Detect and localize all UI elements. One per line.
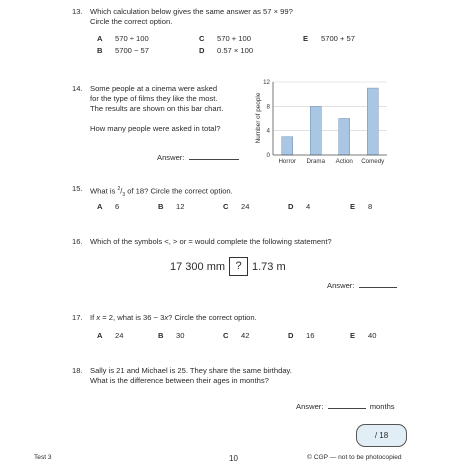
- chart-ytick-label: 4: [266, 127, 270, 135]
- q17-text: [90, 313, 257, 323]
- q18-number: 18.: [72, 366, 83, 375]
- q17-option-c-text[interactable]: 42: [241, 331, 250, 340]
- q13-option-a-text[interactable]: 570 ÷ 100: [115, 34, 149, 43]
- q13-option-a-letter: A: [97, 34, 103, 43]
- q14-answer-label: Answer:: [157, 153, 185, 162]
- q17-text-post: ? Circle the correct option.: [168, 313, 257, 322]
- q16-answer: [327, 279, 397, 291]
- q15-option-c-text[interactable]: 24: [241, 202, 250, 211]
- q13-number: 13.: [72, 7, 83, 16]
- q18-text-line1: Sally is 21 and Michael is 25. They share the same birthday.: [90, 366, 292, 375]
- q13-option-b-text[interactable]: 5700 − 57: [115, 46, 149, 55]
- chart-xtick-label: Action: [335, 158, 353, 165]
- q15-option-d-text[interactable]: 4: [306, 202, 311, 211]
- cinema-bar-chart: [252, 72, 392, 168]
- q17-option-d-text[interactable]: 16: [306, 331, 315, 340]
- q15-option-b-text[interactable]: 12: [176, 202, 185, 211]
- chart-bars: [282, 88, 379, 155]
- q17-option-a-letter: A: [97, 331, 103, 340]
- q16-left-value: 17 300 mm: [170, 261, 226, 273]
- chart-xtick-label: Horror: [278, 158, 297, 165]
- chart-xtick-label: Drama: [306, 158, 326, 165]
- q14-answer: [157, 151, 239, 163]
- q15-text-post: of 18? Circle the correct option.: [125, 186, 233, 196]
- q17-var-x1: x: [96, 313, 101, 322]
- q18-text-line2: What is the difference between their ages in months?: [90, 376, 269, 385]
- q15-option-d-letter: D: [288, 202, 294, 211]
- q14-answer-line[interactable]: [189, 151, 239, 160]
- q13-text-line1: Which calculation below gives the same answer as 57 × 99?: [90, 7, 293, 16]
- chart-xtick-label: Comedy: [361, 158, 385, 165]
- q17-var-x2: x: [164, 313, 169, 322]
- q15-option-a-letter: A: [97, 202, 103, 211]
- chart-bar-action: [339, 119, 350, 156]
- q13-option-d-letter: D: [199, 46, 205, 55]
- q17-option-b-letter: B: [158, 331, 164, 340]
- q16-symbol-box[interactable]: ?: [229, 257, 248, 276]
- q15-option-a-text[interactable]: 6: [115, 202, 120, 211]
- chart-ytick-label: 0: [266, 152, 270, 159]
- chart-xticks: [278, 158, 385, 165]
- q15-text-pre: What is: [90, 186, 118, 196]
- q14-text-line1: Some people at a cinema were asked: [90, 84, 218, 93]
- q17-option-e-text[interactable]: 40: [368, 331, 377, 340]
- q15-text: What is $^2/_3$ of 18? Circle the correct option.: [90, 186, 233, 199]
- chart-bar-drama: [310, 106, 321, 155]
- q15-option-b-letter: B: [158, 202, 164, 211]
- q17-text-pre: If: [90, 313, 97, 322]
- q17-number: 17.: [72, 313, 83, 322]
- chart-ylabel: Number of people: [255, 92, 262, 144]
- q14-text-line3: The results are shown on this bar chart.: [90, 104, 224, 113]
- q16-answer-label: Answer:: [327, 281, 355, 290]
- score-box: / 18: [356, 424, 407, 447]
- q15-frac-den: 3: [122, 192, 126, 199]
- footer-page-number: 10: [229, 454, 238, 463]
- q16-number: 16.: [72, 237, 83, 246]
- q14-number: 14.: [72, 84, 83, 93]
- q13-option-d-text[interactable]: 0.57 × 100: [217, 46, 254, 55]
- q13-text-line2: Circle the correct option.: [90, 17, 173, 26]
- q17-option-d-letter: D: [288, 331, 294, 340]
- chart-bar-comedy: [367, 88, 378, 155]
- q16-text: Which of the symbols <, > or = would complete the following statement?: [90, 237, 332, 246]
- q15-number: 15.: [72, 184, 83, 193]
- q15-option-e-letter: E: [350, 202, 356, 211]
- q17-option-c-letter: C: [223, 331, 229, 340]
- q15-option-e-text[interactable]: 8: [368, 202, 373, 211]
- q16-right-value: 1.73 m: [252, 261, 286, 273]
- q18-answer: [296, 400, 395, 412]
- q18-answer-line[interactable]: [328, 400, 366, 409]
- q18-answer-unit: months: [369, 402, 395, 411]
- q15-option-c-letter: C: [223, 202, 229, 211]
- q13-option-c-text[interactable]: 570 + 100: [217, 34, 251, 43]
- q13-option-b-letter: B: [97, 46, 103, 55]
- footer-test-label: Test 3: [34, 454, 52, 461]
- chart-bar-horror: [282, 137, 293, 155]
- q14-question: How many people were asked in total?: [90, 124, 221, 133]
- chart-yticks: [263, 79, 270, 159]
- q13-option-c-letter: C: [199, 34, 205, 43]
- q17-option-b-text[interactable]: 30: [176, 331, 185, 340]
- q15-frac-num: 2: [117, 186, 121, 192]
- q17-option-a-text[interactable]: 24: [115, 331, 124, 340]
- footer-copyright: © CGP — not to be photocopied: [307, 454, 402, 461]
- chart-ytick-label: 12: [263, 79, 270, 86]
- chart-ytick-label: 8: [266, 103, 270, 111]
- q14-text-line2: for the type of films they like the most.: [90, 94, 218, 103]
- q17-text-mid: = 2, what is 36 − 3: [100, 313, 165, 322]
- q17-option-e-letter: E: [350, 331, 356, 340]
- q18-answer-label: Answer:: [296, 402, 324, 411]
- q13-option-e-letter: E: [303, 34, 309, 43]
- q16-answer-line[interactable]: [359, 279, 397, 288]
- q13-option-e-text[interactable]: 5700 + 57: [321, 34, 355, 43]
